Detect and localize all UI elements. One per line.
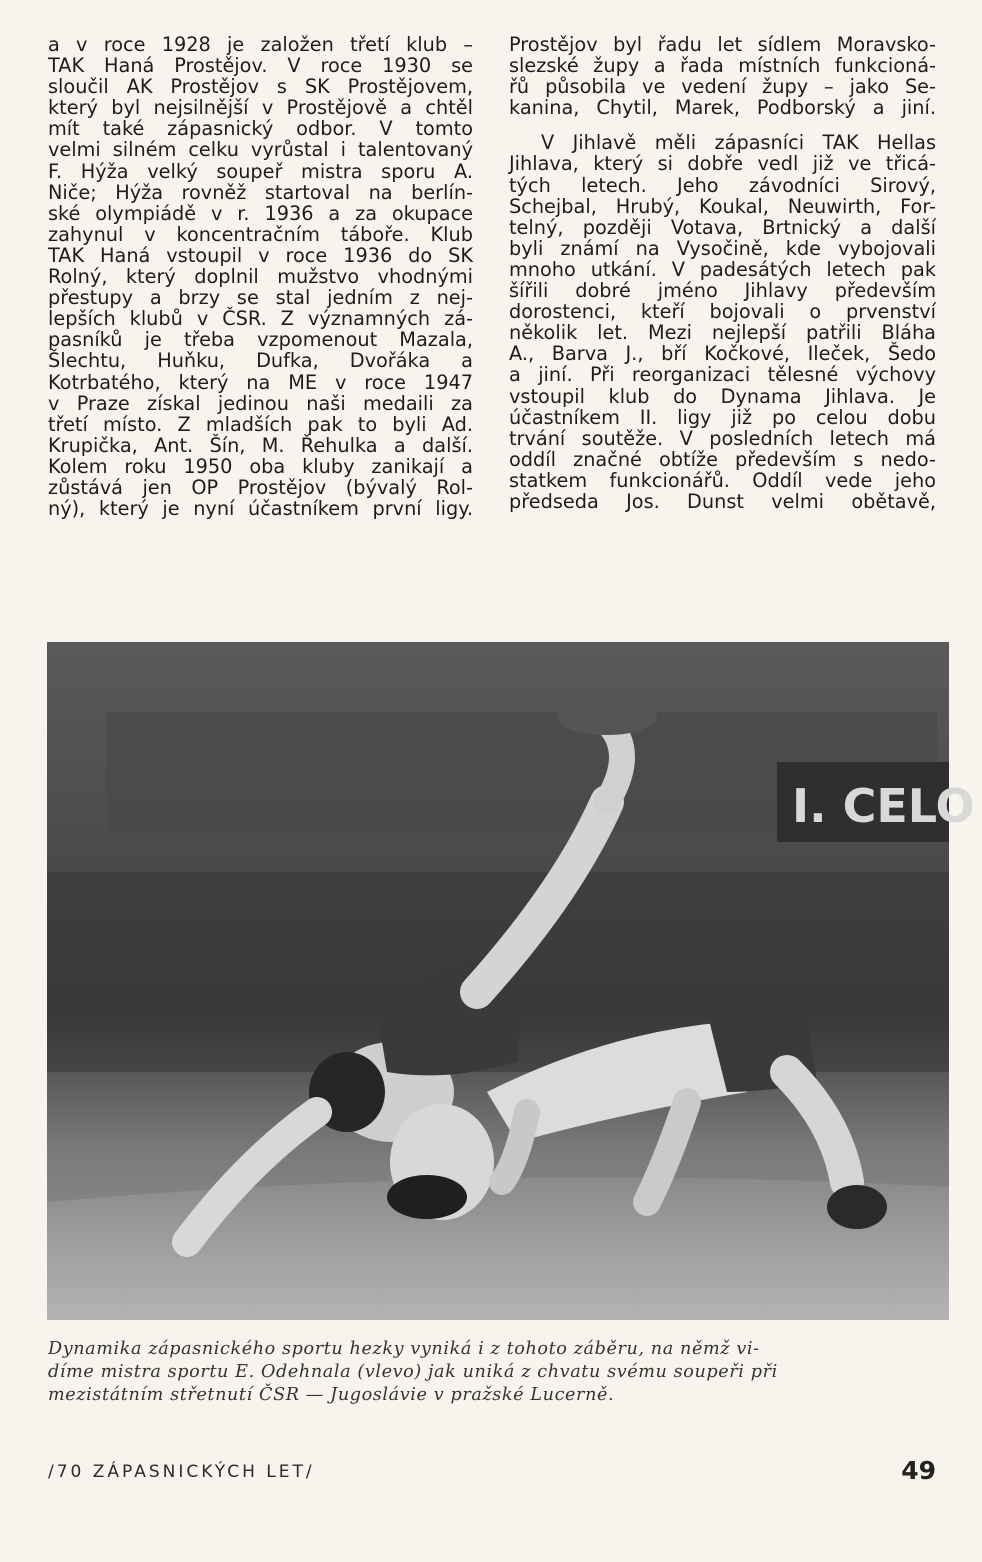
text-line: účastníkem II. ligy již po celou dobu: [509, 405, 936, 429]
text-line: řů působila ve vedení župy – jako Se-: [509, 75, 936, 99]
text-line: A., Barva J., bří Kočkové, Ileček, Šedo: [509, 342, 936, 366]
book-title-footer: /70 ZÁPASNICKÝCH LET/: [48, 1462, 315, 1482]
text-line: zůstává jen OP Prostějov (bývalý Rol-: [48, 475, 473, 499]
text-line: předseda Jos. Dunst velmi obětavě,: [509, 489, 936, 513]
text-line: oddíl značné obtíže především s nedo-: [509, 447, 936, 471]
wrestling-photo: [47, 642, 975, 1320]
caption-line: Dynamika zápasnického sportu hezky vyniká i z tohoto záběru, na němž vi-: [48, 1339, 760, 1359]
text-line: Kotrbatého, který na ME v roce 1947: [48, 370, 473, 394]
text-line: Kolem roku 1950 oba kluby zanikají a: [48, 454, 473, 478]
text-line: tých letech. Jeho závodníci Sirový,: [509, 173, 936, 197]
text-line: Niče; Hýža rovněž startoval na berlín-: [48, 180, 473, 204]
text-line: V Jihlavě měli zápasníci TAK Hellas: [541, 131, 936, 155]
text-line: a jiní. Při reorganizaci tělesné výchovy: [509, 363, 936, 387]
text-line: TAK Haná Prostějov. V roce 1930 se: [48, 54, 473, 78]
text-line: ný), který je nyní účastníkem první ligy.: [48, 497, 473, 521]
text-line: v Praze získal jedinou naši medaili za: [48, 391, 473, 415]
caption-line: mezistátním střetnutí ČSR — Jugoslávie v pražské Lucerně.: [48, 1385, 615, 1405]
paragraph: [48, 34, 473, 519]
text-line: který byl nejsilnější v Prostějově a chtěl: [48, 96, 473, 120]
text-line: mít také zápasnický odbor. V tomto: [48, 117, 473, 141]
text-line: zahynul v koncentračním táboře. Klub: [48, 222, 473, 246]
text-line: mnoho utkání. V padesátých letech pak: [509, 257, 936, 281]
text-line: několik let. Mezi nejlepší patřili Bláha: [509, 321, 936, 345]
text-line: Rolný, který doplnil mužstvo vhodnými: [48, 265, 473, 289]
banner-text: I. CELO: [792, 779, 975, 833]
text-line: F. Hýža velký soupeř mistra sporu A.: [48, 159, 473, 183]
text-line: lepších klubů v ČSR. Z významných zá-: [48, 307, 473, 331]
text-line: Krupička, Ant. Šín, M. Řehulka a další.: [48, 433, 473, 457]
text-line: šířili dobré jméno Jihlavy především: [509, 279, 936, 303]
text-line: dorostenci, kteří bojovali o prvenství: [509, 300, 936, 324]
text-line: kanina, Chytil, Marek, Podborský a jiní.: [509, 96, 936, 120]
text-line: Prostějov byl řadu let sídlem Moravsko-: [509, 33, 936, 56]
text-line: sloučil AK Prostějov s SK Prostějovem,: [48, 75, 473, 99]
text-line: vstoupil klub do Dynama Jihlava. Je: [509, 384, 936, 408]
page-number: 49: [901, 1456, 936, 1485]
text-line: TAK Haná vstoupil v roce 1936 do SK: [48, 243, 473, 267]
text-line: statkem funkcionářů. Oddíl vede jeho: [509, 468, 936, 492]
paragraph: [509, 132, 936, 512]
text-line: trvání soutěže. V posledních letech má: [509, 426, 936, 450]
text-line: Schejbal, Hrubý, Koukal, Neuwirth, For-: [509, 194, 936, 218]
text-line: přestupy a brzy se stal jedním z nej-: [48, 286, 473, 310]
text-line: Jihlava, který si dobře vedl již ve třicá-: [509, 152, 936, 176]
text-line: byli známí na Vysočině, kde vybojovali: [509, 236, 936, 260]
paragraph: [509, 34, 936, 118]
text-line: slezské župy a řada místních funkcioná-: [509, 54, 936, 78]
text-line: a v roce 1928 je založen třetí klub –: [48, 33, 473, 56]
text-line: pasníků je třeba vzpomenout Mazala,: [48, 328, 473, 352]
right-text-column: [509, 34, 936, 512]
text-line: velmi silném celku vyrůstal i talentovaný: [48, 138, 473, 162]
text-line: Šlechtu, Huňku, Dufka, Dvořáka a: [48, 349, 473, 373]
text-line: telný, později Votava, Brtnický a další: [509, 215, 936, 239]
left-text-column: [48, 34, 473, 519]
text-line: ské olympiádě v r. 1936 a za okupace: [48, 201, 473, 225]
photo-caption: [48, 1338, 953, 1407]
text-line: třetí místo. Z mladších pak to byli Ad.: [48, 412, 473, 436]
caption-line: díme mistra sportu E. Odehnala (vlevo) jak uniká z chvatu svému soupeři při: [48, 1362, 778, 1382]
